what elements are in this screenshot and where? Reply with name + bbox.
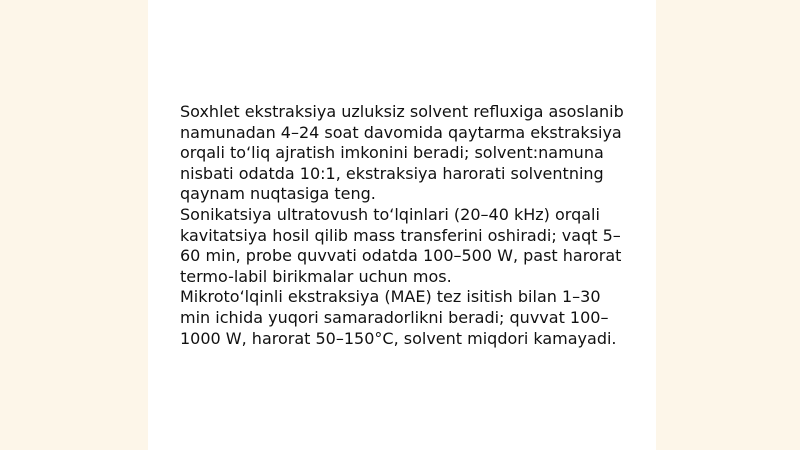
document-body <box>180 102 628 349</box>
document-page <box>148 0 656 450</box>
paragraph-microwave: Mikroto‘lqinli ekstraksiya (MAE) tez isitish bilan 1–30 min ichida yuqori samaradorlikni beradi; quvvat 100–1000 W, harorat 50–150°C, solvent miqdori kamayadi. <box>180 287 617 348</box>
paragraph-soxhlet: Soxhlet ekstraksiya uzluksiz solvent refluxiga asoslanib namunadan 4–24 soat davomida qaytarma ekstraksiya orqali to‘liq ajratish imkonini beradi; solvent:namuna nisbati odatda 10:1, ekstraksiya harorati solventning qaynam nuqtasiga teng. <box>180 102 624 204</box>
paragraph-sonication: Sonikatsiya ultratovush to‘lqinlari (20–40 kHz) orqali kavitatsiya hosil qilib mass transferini oshiradi; vaqt 5–60 min, probe quvvati odatda 100–500 W, past harorat termo-labil birikmalar uchun mos. <box>180 204 622 286</box>
